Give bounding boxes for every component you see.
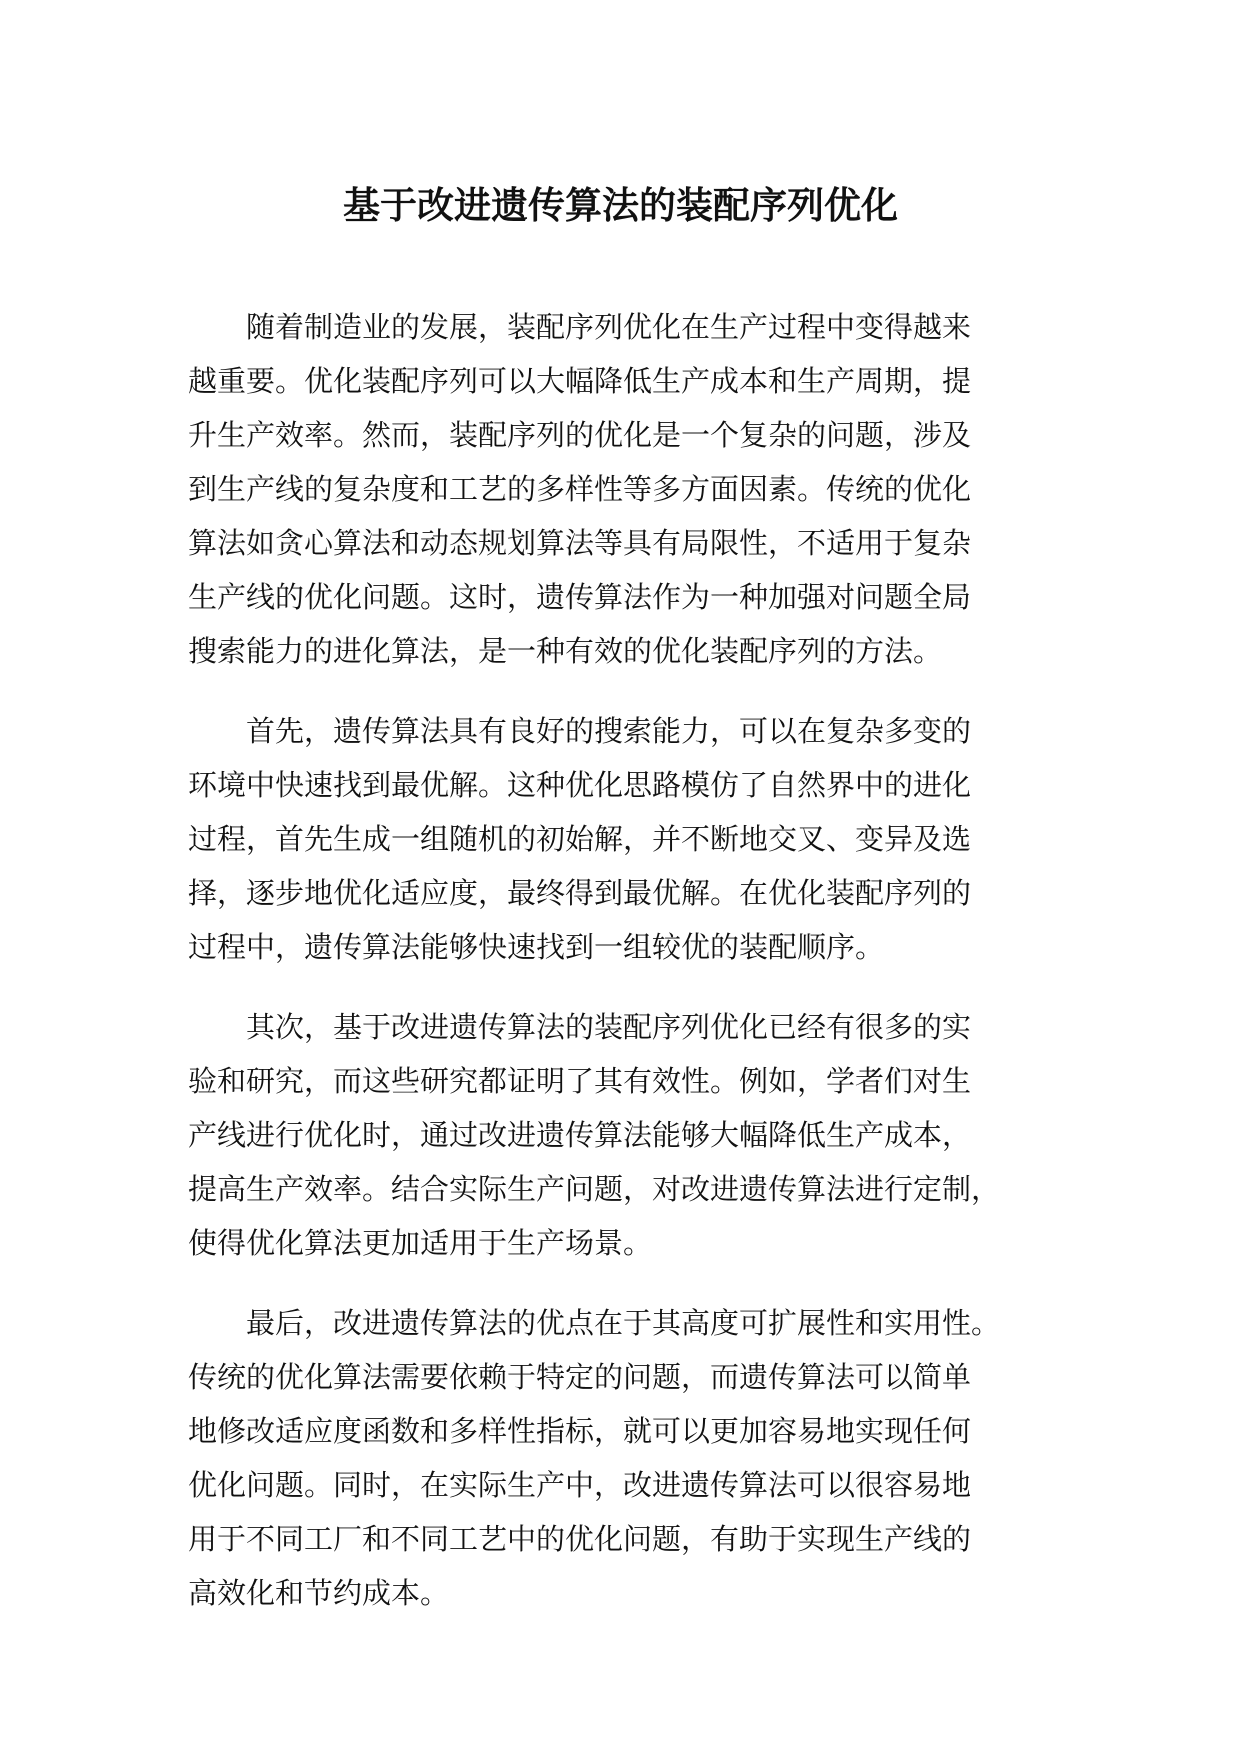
paragraph-4 [188,1296,1058,1620]
paragraph-2 [188,704,1058,974]
paragraph-line: 地修改适应度函数和多样性指标，就可以更加容易地实现任何 [188,1414,972,1448]
paragraph-line: 生产线的优化问题。这时，遗传算法作为一种加强对问题全局 [188,580,972,614]
paragraph-line: 过程中，遗传算法能够快速找到一组较优的装配顺序。 [188,930,885,964]
paragraph-1 [188,300,1058,678]
paragraph-line: 算法如贪心算法和动态规划算法等具有局限性，不适用于复杂 [188,526,972,560]
paragraph-line: 过程，首先生成一组随机的初始解，并不断地交叉、变异及选 [188,822,972,856]
paragraph-line: 使得优化算法更加适用于生产场景。 [188,1226,653,1260]
paragraph-line: 其次，基于改进遗传算法的装配序列优化已经有很多的实 [246,1010,972,1044]
paragraph-3 [188,1000,1058,1270]
document-title: 基于改进遗传算法的装配序列优化 [343,184,898,227]
paragraph-line: 择，逐步地优化适应度，最终得到最优解。在优化装配序列的 [188,876,972,910]
paragraph-line: 环境中快速找到最优解。这种优化思路模仿了自然界中的进化 [188,768,972,802]
paragraph-line: 搜索能力的进化算法，是一种有效的优化装配序列的方法。 [188,634,943,668]
paragraph-line: 验和研究，而这些研究都证明了其有效性。例如，学者们对生 [188,1064,972,1098]
paragraph-line: 产线进行优化时，通过改进遗传算法能够大幅降低生产成本， [188,1118,972,1152]
paragraph-line: 最后，改进遗传算法的优点在于其高度可扩展性和实用性。 [246,1306,1001,1340]
paragraph-line: 提高生产效率。结合实际生产问题，对改进遗传算法进行定制， [188,1172,1001,1206]
paragraph-line: 高效化和节约成本。 [188,1576,450,1610]
paragraph-line: 传统的优化算法需要依赖于特定的问题，而遗传算法可以简单 [188,1360,972,1394]
paragraph-line: 随着制造业的发展，装配序列优化在生产过程中变得越来 [246,310,972,344]
paragraph-line: 首先，遗传算法具有良好的搜索能力，可以在复杂多变的 [246,714,972,748]
paragraph-line: 升生产效率。然而，装配序列的优化是一个复杂的问题，涉及 [188,418,972,452]
paragraph-line: 优化问题。同时，在实际生产中，改进遗传算法可以很容易地 [188,1468,972,1502]
paragraph-line: 越重要。优化装配序列可以大幅降低生产成本和生产周期，提 [188,364,972,398]
document-body [188,300,1058,1646]
paragraph-line: 到生产线的复杂度和工艺的多样性等多方面因素。传统的优化 [188,472,972,506]
paragraph-line: 用于不同工厂和不同工艺中的优化问题，有助于实现生产线的 [188,1522,972,1556]
